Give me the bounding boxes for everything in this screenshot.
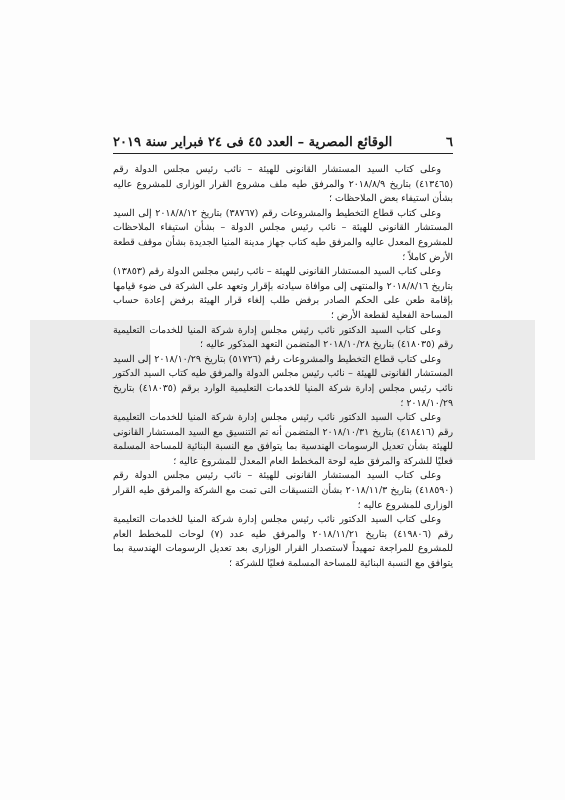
- paragraph: وعلى كتاب قطاع التخطيط والمشروعات رقم (٣٨٧٦٧) بتاريخ ٢٠١٨/٨/١٢ إلى السيد المستشار القانونى للهيئة – نائب رئيس مجلس الدولة – بشأن استيفاء الملاحظات للمشروع المعدل عاليه والمرفق طيه كتاب جهاز مدينة المنيا الجديدة بشأن موقف قطعة الأرض كاملاً ؛: [113, 207, 453, 263]
- paragraph: وعلى كتاب قطاع التخطيط والمشروعات رقم (٥١٧٢٦) بتاريخ ٢٠١٨/١٠/٢٩ إلى السيد المستشار القانونى للهيئة – نائب رئيس مجلس الدولة والمرفق طيه كتاب السيد الدكتور نائب رئيس مجلس إدارة شركة المنيا للخدمات التعليمية الوارد برقم (٤١٨٠٣٥) بتاريخ ٢٠١٨/١٠/٢٩ ؛: [113, 353, 453, 409]
- header-title: الوقائع المصرية – العدد ٤٥ فى ٢٤ فبراير سنة ٢٠١٩: [113, 135, 393, 150]
- paragraph: وعلى كتاب السيد الدكتور نائب رئيس مجلس إدارة شركة المنيا للخدمات التعليمية رقم (٤١٩٨٠٦) بتاريخ ٢٠١٨/١١/٢١ والمرفق طيه عدد (٧) لوحات للمخطط العام للمشروع للمراجعة تمهيداً لاستصدار القرار الوزارى بعد تعديل الرسومات الهندسية بما يتوافق مع النسبة البنائية للمساحة المسلمة فعليًا للشركة ؛: [113, 514, 453, 570]
- paragraph: وعلى كتاب السيد الدكتور نائب رئيس مجلس إدارة شركة المنيا للخدمات التعليمية رقم (٤١٨٤١٦) بتاريخ ٢٠١٨/١٠/٣١ المتضمن أنه تم التنسيق مع السيد المستشار القانونى للهيئة بشأن تعديل الرسومات الهندسية بما يتوافق مع النسبة البنائية للمساحة المسلمة فعليًا للشركة والمرفق طيه لوحة المخطط العام المعدل للمشروع عاليه ؛: [113, 412, 453, 467]
- document-body: [113, 163, 453, 572]
- paragraph: وعلى كتاب السيد المستشار القانونى للهيئة – نائب رئيس مجلس الدولة رقم (٤١٨٥٩٠) بتاريخ ٢٠١٨/١١/٣ بشأن التنسيقات التى تمت مع الشركة والمرفق طيه القرار الوزارى للمشروع عاليه ؛: [113, 470, 453, 511]
- paragraph: وعلى كتاب السيد المستشار القانونى للهيئة – نائب رئيس مجلس الدولة رقم (١٣٨٥٣) بتاريخ ٢٠١٨/٨/١٦ والمنتهى إلى موافاة سيادته بإقرار وتعهد على الشركة فى ضوء قيامها بإقامة طعن على الحكم الصادر برفض طلب إلغاء قرار الهيئة برفض إعادة حساب المساحة الفعلية لقطعة الأرض ؛: [113, 266, 454, 321]
- header-divider: [113, 153, 453, 154]
- page-header: [113, 126, 453, 150]
- paragraph: وعلى كتاب السيد المستشار القانونى للهيئة – نائب رئيس مجلس الدولة رقم (٤١٣٤٦٥) بتاريخ ٢٠١٨/٨/٩ والمرفق طيه ملف مشروع القرار الوزارى للمشروع عاليه بشأن استيفاء بعض الملاحظات ؛: [113, 164, 453, 205]
- page-number: ٦: [446, 135, 453, 150]
- paragraph: وعلى كتاب السيد الدكتور نائب رئيس مجلس إدارة شركة المنيا للخدمات التعليمية رقم (٤١٨٠٣٥) بتاريخ ٢٠١٨/١٠/٢٨ المتضمن التعهد المذكور عاليه ؛: [113, 324, 453, 351]
